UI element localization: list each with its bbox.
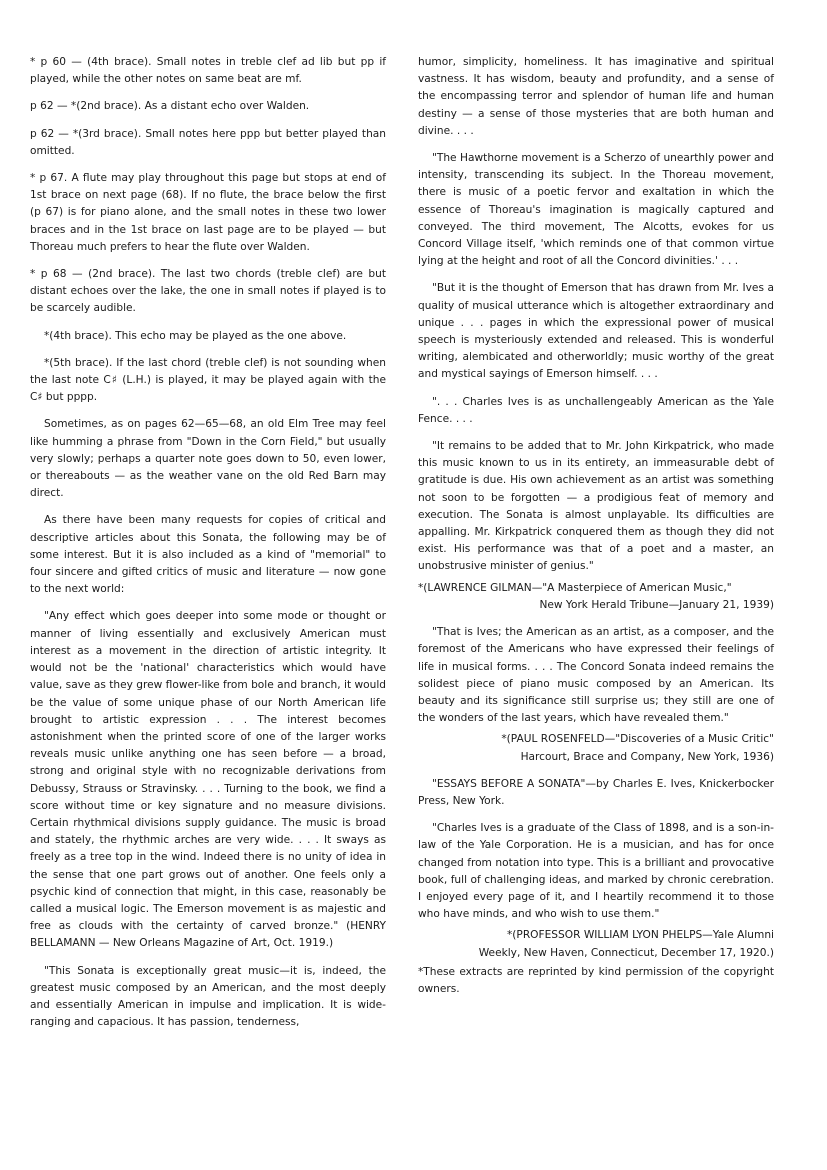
yale-fence-quote: ". . . Charles Ives is as unchallengeably American as the Yale Fence. . . . bbox=[418, 395, 774, 425]
phelps-quote: "Charles Ives is a graduate of the Class of 1898, and is a son-in-law of the Yale Corporation. He is a musician, and has for once changed from notation into type. This is a brilliant and provocative book, full of challenging ideas, and marked by chronic cerebration. I enjoyed every page of it, and I heartily recommend it to those who have minds, and who wish to use them." bbox=[418, 822, 774, 921]
rosenfeld-citation-line2: Harcourt, Brace and Company, New York, 1936) bbox=[520, 750, 774, 763]
phelps-citation-line2: Weekly, New Haven, Connecticut, December 17, 1920.) bbox=[478, 946, 774, 959]
essays-before-a-sonata-heading: "ESSAYS BEFORE A SONATA"—by Charles E. Ives, Knickerbocker Press, New York. bbox=[418, 777, 774, 807]
hawthorne-quote: "The Hawthorne movement is a Scherzo of unearthly power and intensity, transcending its subject. In the Thoreau movement, there is music of a poetic fervor and exaltation in which the essence of Thoreau's imagination is magically captured and conveyed. The third movement, The Alcotts, evokes for us Concord Village itself, 'which reminds one of that common virtue lying at the height and root of all the Concord divinities.' . . . bbox=[418, 152, 774, 268]
right-column bbox=[418, 54, 774, 1008]
left-column bbox=[30, 54, 386, 1041]
performance-note-p68: * p 68 — (2nd brace). The last two chords (treble clef) are but distant echoes over the lake, the one in small notes if played is to be scarcely audible. bbox=[30, 268, 386, 315]
rosenfeld-quote: "That is Ives; the American as an artist, as a composer, and the foremost of the Americans who have expressed their feelings of life in musical forms. . . . The Concord Sonata indeed remains the solidest piece of piano music composed by an American. Its beauty and its significance still surprise us; they still are one of the wonders of the last years, which have revealed them." bbox=[418, 626, 774, 725]
kirkpatrick-quote: "It remains to be added that to Mr. John Kirkpatrick, who made this music known to us in its entirety, an immeasurable debt of gratitude is due. His own achievement as an artist was something not soon to be forgotten — a prodigious feat of memory and execution. The Sonata is almost unplayable. Its difficulties are appalling. Mr. Kirkpatrick conquered them as though they did not exist. His performance was that of a poet and a master, an unobstrusive minister of genius." bbox=[418, 440, 774, 573]
performance-note-4th-brace: *(4th brace). This echo may be played as the one above. bbox=[44, 329, 347, 342]
performance-note-p62-3rd-brace: p 62 — *(3rd brace). Small notes here ppp but better played than omitted. bbox=[30, 127, 386, 157]
gilman-quote-start: "This Sonata is exceptionally great music—it is, indeed, the greatest music composed by an American, and the most deeply and essentially American in impulse and implication. It is wide-ranging and capacious. It has passion, tenderness, bbox=[30, 964, 386, 1029]
elm-tree-paragraph: Sometimes, as on pages 62—65—68, an old Elm Tree may feel like humming a phrase from "Down in the Corn Field," but usually very slowly; perhaps a quarter note goes down to 50, even lower, or thereabouts — as the weather vane on the old Red Barn may direct. bbox=[30, 418, 386, 500]
bellamann-quote: "Any effect which goes deeper into some mode or thought or manner of living essentially and exclusively American must interest as a movement in the direction of artistic integrity. It would not be the 'national' characteristics which would have value, save as they grew flower-like from bole and branch, it would be the value of some unique phase of our North American life brought to artistic expression . . . The interest becomes astonishment when the printed score of one of the larger works reveals music unlike anything one has seen before — a broad, strong and original style with no recognizable derivations from Debussy, Strauss or Stravinsky. . . . Turning to the book, we find a score without time or key signature and no measure divisions. Certain rhythmical divisions supply guidance. The music is broad and stately, the rhythmic arches are very wide. . . . It sways as freely as a tree top in the wind. Indeed there is no unity of idea in the sense that one part grows out of another. One feels only a psychic kind of connection that might, in this case, reasonably be called a musical logic. The Emerson movement is as majestic and free as clouds with the certainty of carved bronze." (HENRY BELLAMANN — New Orleans Magazine of Art, Oct. 1919.) bbox=[30, 610, 386, 950]
emerson-quote: "But it is the thought of Emerson that has drawn from Mr. Ives a quality of musical utterance which is altogether extraordinary and unique . . . pages in which the expressional power of musical speech is mysteriously extended and released. This is wonderful writing, alembicated and otherworldly; music worthy of the great and mystical sayings of Emerson himself. . . . bbox=[418, 282, 774, 381]
performance-note-p62-2nd-brace: p 62 — *(2nd brace). As a distant echo over Walden. bbox=[30, 100, 310, 113]
gilman-citation-line2: New York Herald Tribune—January 21, 1939) bbox=[539, 598, 774, 611]
performance-note-p60: * p 60 — (4th brace). Small notes in treble clef ad lib but pp if played, while the other notes on same beat are mf. bbox=[30, 56, 386, 86]
gilman-quote-continued: humor, simplicity, homeliness. It has imaginative and spiritual vastness. It has wisdom, beauty and profundity, and a sense of the encompassing terror and splendor of human life and human destiny — a sense of those mysteries that are both human and divine. . . . bbox=[418, 56, 774, 137]
performance-note-5th-brace: *(5th brace). If the last chord (treble clef) is not sounding when the last note C♯ (L.H.) is played, it may be played again with the C♯ but pppp. bbox=[30, 356, 386, 404]
memorial-intro-paragraph: As there have been many requests for copies of critical and descriptive articles about this Sonata, the following may be of some interest. But it is also included as a kind of "memorial" to four sincere and gifted critics of music and literature — now gone to the next world: bbox=[30, 514, 386, 596]
phelps-citation-line1: *(PROFESSOR WILLIAM LYON PHELPS—Yale Alumni bbox=[507, 929, 774, 942]
permission-footnote: *These extracts are reprinted by kind permission of the copyright owners. bbox=[418, 965, 774, 995]
performance-note-p67: * p 67. A flute may play throughout this page but stops at end of 1st brace on next page (68). If no flute, the brace below the first (p 67) is for piano alone, and the small notes in these two lower braces and in the 1st brace on last page are to be played — but Thoreau much prefers to hear the flute over Walden. bbox=[30, 172, 386, 253]
rosenfeld-citation-line1: *(PAUL ROSENFELD—"Discoveries of a Music Critic" bbox=[501, 733, 774, 746]
gilman-citation-line1: *(LAWRENCE GILMAN—"A Masterpiece of American Music," bbox=[418, 581, 732, 594]
